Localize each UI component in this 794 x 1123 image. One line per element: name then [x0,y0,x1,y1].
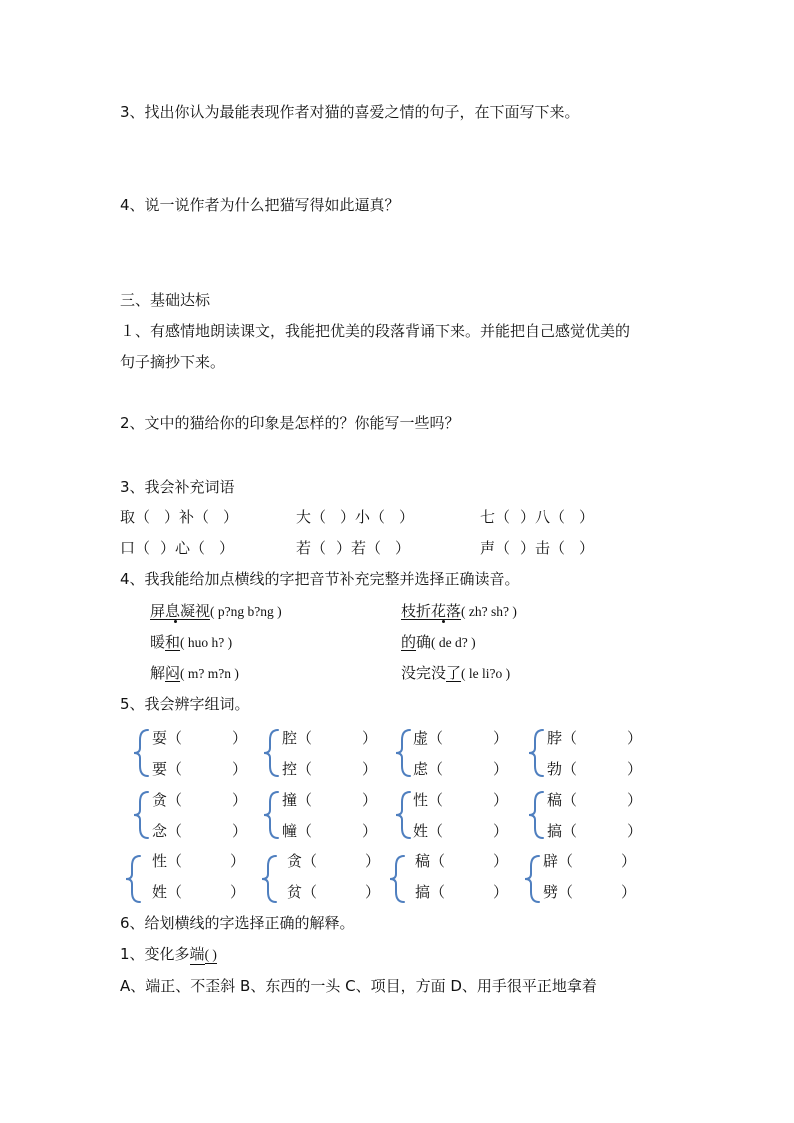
brace-icon [262,728,280,778]
char-pair-item: 姓（ ） [152,883,246,901]
char-pair-item: 贫（ ） [287,883,381,901]
char-pair-item: 贪（ ） [287,852,381,870]
char-pair-item: 幢（ ） [282,822,378,840]
brace-icon [260,854,278,904]
section-heading: 三、基础达标 [120,291,211,309]
char-pair-item: 控（ ） [282,760,378,778]
brace-icon [527,790,545,840]
brace-icon [394,728,412,778]
char-pair-item: 稿（ ） [415,852,509,870]
brace-icon [262,790,280,840]
char-pair-item: 性（ ） [413,791,509,809]
fill-item: 大（ ）小（ ） [296,508,415,526]
char-pair-item: 稿（ ） [547,791,643,809]
char-pair-item: 虚（ ） [413,729,509,747]
basic-1-line2: 句子摘抄下来。 [120,353,226,371]
brace-icon [527,728,545,778]
fill-item: 若（ ）若（ ） [296,539,411,557]
fill-item: 声（ ）击（ ） [480,539,595,557]
brace-icon [523,854,541,904]
emphasis-dot [174,620,177,623]
pinyin-item: 解闷( m? m?n ) [150,664,239,682]
char-pair-item: 耍（ ） [152,729,248,747]
brace-icon [124,854,142,904]
brace-icon [132,728,150,778]
basic-5-title: 5、我会辨字组词。 [120,695,250,713]
fill-item: 取（ ）补（ ） [120,508,239,526]
char-pair-item: 念（ ） [152,822,248,840]
brace-icon [388,854,406,904]
pinyin-item: 没完没了( le li?o ) [401,664,511,682]
char-pair-item: 虑（ ） [413,760,509,778]
char-pair-item: 贪（ ） [152,791,248,809]
char-pair-item: 劈（ ） [543,883,637,901]
char-pair-item: 搞（ ） [415,883,509,901]
brace-icon [394,790,412,840]
char-pair-item: 要（ ） [152,760,248,778]
char-pair-item: 撞（ ） [282,791,378,809]
char-pair-item: 性（ ） [152,852,246,870]
brace-icon [132,790,150,840]
pinyin-item: 暖和( huo h? ) [150,633,233,651]
basic-6-title: 6、给划横线的字选择正确的解释。 [120,914,355,932]
fill-item: 七（ ）八（ ） [480,508,595,526]
char-pair-item: 勃（ ） [547,760,643,778]
basic-6-options: A、端正、不歪斜 B、东西的一头 C、项目，方面 D、用手很平正地拿着 [120,977,597,995]
question-4: 4、说一说作者为什么把猫写得如此逼真？ [120,196,400,214]
char-pair-item: 搞（ ） [547,822,643,840]
basic-2: 2、文中的猫给你的印象是怎样的？你能写一些吗？ [120,414,460,432]
pinyin-item: 屏息凝视( p?ng b?ng ) [150,602,282,620]
fill-item: 口（ ）心（ ） [120,539,235,557]
pinyin-item: 的确( de d? ) [401,633,476,651]
char-pair-item: 姓（ ） [413,822,509,840]
basic-1-line1: １、有感情地朗读课文，我能把优美的段落背诵下来。并能把自己感觉优美的 [120,322,631,340]
basic-6-question-1: 1、变化多端( ) [120,945,217,963]
char-pair-item: 辟（ ） [543,852,637,870]
emphasis-dot [442,620,445,623]
basic-4-title: 4、我我能给加点横线的字把音节补充完整并选择正确读音。 [120,570,520,588]
question-3: 3、找出你认为最能表现作者对猫的喜爱之情的句子，在下面写下来。 [120,103,580,121]
basic-3-title: 3、我会补充词语 [120,478,235,496]
pinyin-item: 枝折花落( zh? sh? ) [401,602,517,620]
char-pair-item: 脖（ ） [547,729,643,747]
char-pair-item: 腔（ ） [282,729,378,747]
